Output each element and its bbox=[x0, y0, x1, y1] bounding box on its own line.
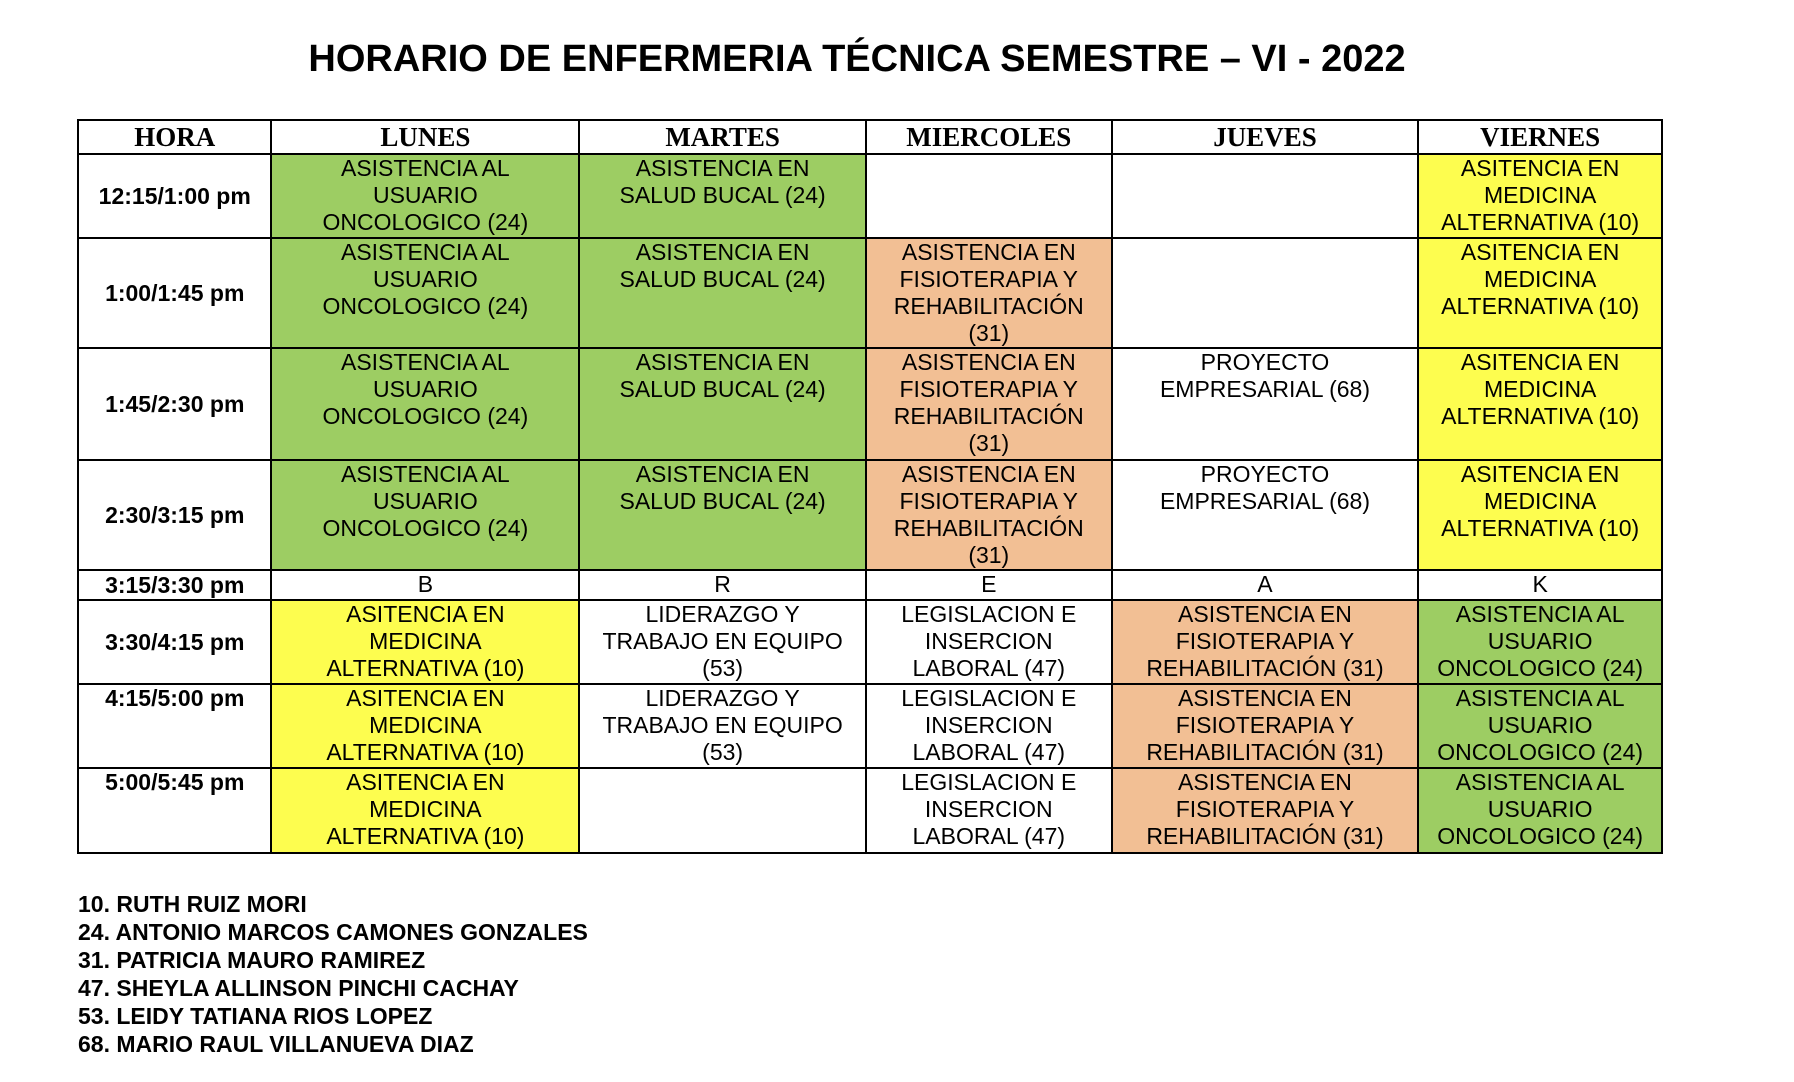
hour-cell: 1:45/2:30 pm bbox=[78, 348, 271, 460]
class-cell-line: ASISTENCIA EN bbox=[901, 239, 1076, 265]
schedule-row bbox=[78, 768, 1662, 853]
class-cell-line: REHABILITACIÓN (31) bbox=[1146, 823, 1384, 849]
class-cell-viernes bbox=[1418, 460, 1662, 570]
class-cell-line: ASISTENCIA AL bbox=[340, 461, 510, 487]
legend-item: 47. SHEYLA ALLINSON PINCHI CACHAY bbox=[78, 975, 519, 1001]
class-cell-lunes bbox=[271, 570, 579, 600]
class-cell-line: ASISTENCIA AL bbox=[340, 349, 510, 375]
class-cell-viernes bbox=[1418, 348, 1662, 460]
class-cell-lunes bbox=[271, 238, 579, 348]
class-cell-line: FISIOTERAPIA Y bbox=[899, 376, 1079, 402]
schedule-row bbox=[78, 238, 1662, 348]
class-cell-line: ALTERNATIVA (10) bbox=[326, 739, 525, 765]
class-cell-jueves bbox=[1112, 768, 1419, 853]
class-cell-martes bbox=[579, 570, 866, 600]
class-cell-line: ASISTENCIA EN bbox=[1178, 685, 1352, 711]
class-cell-line: SALUD BUCAL (24) bbox=[619, 266, 826, 292]
class-cell-line: USUARIO bbox=[372, 266, 478, 292]
schedule-body bbox=[78, 154, 1662, 853]
class-cell-line: LEGISLACION E bbox=[901, 601, 1077, 627]
class-cell-line: A bbox=[1257, 571, 1273, 597]
class-cell-line: TRABAJO EN EQUIPO bbox=[602, 628, 843, 654]
class-cell-line: INSERCION bbox=[924, 796, 1053, 822]
legend-item: 53. LEIDY TATIANA RIOS LOPEZ bbox=[78, 1003, 433, 1029]
class-cell-line: FISIOTERAPIA Y bbox=[899, 266, 1079, 292]
class-cell-line: ASITENCIA EN bbox=[346, 601, 505, 627]
header-martes: MARTES bbox=[579, 120, 866, 154]
class-cell-line: EMPRESARIAL (68) bbox=[1159, 488, 1370, 514]
class-cell-line: MEDICINA bbox=[1483, 376, 1597, 402]
class-cell-miercoles bbox=[866, 684, 1112, 768]
page-title: HORARIO DE ENFERMERIA TÉCNICA SEMESTRE – VI - 2022 bbox=[308, 38, 1406, 80]
class-cell-line: ASISTENCIA AL bbox=[1455, 601, 1625, 627]
legend-item: 10. RUTH RUIZ MORI bbox=[78, 891, 307, 917]
class-cell-line: ASISTENCIA EN bbox=[635, 349, 810, 375]
class-cell-line: REHABILITACIÓN bbox=[893, 403, 1084, 429]
class-cell-line: USUARIO bbox=[1487, 796, 1593, 822]
class-cell-line: INSERCION bbox=[924, 712, 1053, 738]
class-cell-line: MEDICINA bbox=[369, 628, 482, 654]
schedule-table bbox=[77, 119, 1663, 854]
header-miercoles: MIERCOLES bbox=[866, 120, 1112, 154]
class-cell-viernes bbox=[1418, 154, 1662, 238]
class-cell-line: SALUD BUCAL (24) bbox=[619, 376, 826, 402]
class-cell-line: ASISTENCIA EN bbox=[635, 461, 810, 487]
class-cell-line: LABORAL (47) bbox=[912, 655, 1066, 681]
class-cell-line: ASITENCIA EN bbox=[1460, 155, 1620, 181]
class-cell-martes bbox=[579, 460, 866, 570]
class-cell-line: ASISTENCIA AL bbox=[340, 239, 510, 265]
schedule-row bbox=[78, 570, 1662, 600]
class-cell-line: ALTERNATIVA (10) bbox=[1441, 293, 1640, 319]
class-cell-line: SALUD BUCAL (24) bbox=[619, 488, 826, 514]
class-cell-line: MEDICINA bbox=[1483, 488, 1597, 514]
class-cell-line: ALTERNATIVA (10) bbox=[1441, 209, 1640, 235]
schedule-row bbox=[78, 460, 1662, 570]
class-cell-lunes bbox=[271, 460, 579, 570]
class-cell-martes bbox=[579, 768, 866, 853]
class-cell-line: ONCOLOGICO (24) bbox=[1437, 739, 1644, 765]
hour-cell: 3:15/3:30 pm bbox=[78, 570, 271, 600]
class-cell-line: SALUD BUCAL (24) bbox=[619, 182, 826, 208]
class-cell-line: ASITENCIA EN bbox=[346, 685, 505, 711]
class-cell-line: USUARIO bbox=[1487, 628, 1593, 654]
class-cell-line: R bbox=[714, 571, 731, 597]
class-cell-line: ASITENCIA EN bbox=[346, 769, 505, 795]
class-cell-line: REHABILITACIÓN (31) bbox=[1146, 655, 1384, 681]
schedule-row bbox=[78, 684, 1662, 768]
class-cell-line: ALTERNATIVA (10) bbox=[1441, 515, 1640, 541]
class-cell-jueves bbox=[1112, 600, 1419, 684]
class-cell-line: ASISTENCIA AL bbox=[1455, 769, 1625, 795]
class-cell-line: FISIOTERAPIA Y bbox=[1175, 712, 1355, 738]
class-cell-lunes bbox=[271, 154, 579, 238]
class-cell-line: INSERCION bbox=[924, 628, 1053, 654]
class-cell-miercoles bbox=[866, 600, 1112, 684]
class-cell-line: FISIOTERAPIA Y bbox=[1175, 628, 1355, 654]
class-cell-jueves bbox=[1112, 348, 1419, 460]
class-cell-martes bbox=[579, 600, 866, 684]
class-cell-line: ASITENCIA EN bbox=[1460, 349, 1620, 375]
class-cell-line: LABORAL (47) bbox=[912, 823, 1066, 849]
class-cell-line: PROYECTO bbox=[1200, 461, 1330, 487]
class-cell-line: (31) bbox=[968, 430, 1010, 456]
class-cell-martes bbox=[579, 154, 866, 238]
class-cell-line: ONCOLOGICO (24) bbox=[322, 515, 529, 541]
class-cell-line: LEGISLACION E bbox=[901, 685, 1077, 711]
class-cell-line: REHABILITACIÓN (31) bbox=[1146, 739, 1384, 765]
legend-item: 24. ANTONIO MARCOS CAMONES GONZALES bbox=[78, 919, 588, 945]
class-cell-viernes bbox=[1418, 238, 1662, 348]
class-cell-line: FISIOTERAPIA Y bbox=[1175, 796, 1355, 822]
class-cell-line: REHABILITACIÓN bbox=[893, 293, 1084, 319]
hour-cell: 12:15/1:00 pm bbox=[78, 154, 271, 238]
class-cell-line: ASISTENCIA AL bbox=[340, 155, 510, 181]
class-cell-jueves bbox=[1112, 238, 1419, 348]
class-cell-line: ALTERNATIVA (10) bbox=[1441, 403, 1640, 429]
class-cell-viernes bbox=[1418, 768, 1662, 853]
hour-cell: 3:30/4:15 pm bbox=[78, 600, 271, 684]
class-cell-line: ONCOLOGICO (24) bbox=[322, 293, 529, 319]
class-cell-line: ASISTENCIA EN bbox=[901, 461, 1076, 487]
class-cell-lunes bbox=[271, 768, 579, 853]
class-cell-line: PROYECTO bbox=[1200, 349, 1330, 375]
class-cell-line: ONCOLOGICO (24) bbox=[322, 403, 529, 429]
class-cell-line: (31) bbox=[968, 542, 1010, 568]
class-cell-line: LIDERAZGO Y bbox=[645, 685, 800, 711]
class-cell-line: MEDICINA bbox=[369, 796, 482, 822]
class-cell-line: MEDICINA bbox=[1483, 182, 1597, 208]
class-cell-line: USUARIO bbox=[372, 488, 478, 514]
header-jueves: JUEVES bbox=[1112, 120, 1419, 154]
class-cell-line: USUARIO bbox=[372, 376, 478, 402]
class-cell-line: ONCOLOGICO (24) bbox=[322, 209, 529, 235]
class-cell-miercoles bbox=[866, 154, 1112, 238]
class-cell-line: USUARIO bbox=[1487, 712, 1593, 738]
hour-cell: 1:00/1:45 pm bbox=[78, 238, 271, 348]
hour-cell: 2:30/3:15 pm bbox=[78, 460, 271, 570]
class-cell-line: (53) bbox=[702, 739, 744, 765]
class-cell-line: ASISTENCIA EN bbox=[635, 155, 810, 181]
class-cell-lunes bbox=[271, 348, 579, 460]
header-row bbox=[78, 120, 1662, 154]
class-cell-line: ASITENCIA EN bbox=[1460, 461, 1620, 487]
class-cell-viernes bbox=[1418, 570, 1662, 600]
legend-item: 31. PATRICIA MAURO RAMIREZ bbox=[78, 947, 426, 973]
class-cell-line: USUARIO bbox=[372, 182, 478, 208]
class-cell-jueves bbox=[1112, 154, 1419, 238]
class-cell-jueves bbox=[1112, 570, 1419, 600]
class-cell-line: ASISTENCIA EN bbox=[901, 349, 1076, 375]
schedule-row bbox=[78, 154, 1662, 238]
class-cell-line: ASITENCIA EN bbox=[1460, 239, 1620, 265]
class-cell-line: MEDICINA bbox=[369, 712, 482, 738]
schedule-row bbox=[78, 600, 1662, 684]
class-cell-line: ALTERNATIVA (10) bbox=[326, 655, 525, 681]
class-cell-line: LIDERAZGO Y bbox=[645, 601, 800, 627]
class-cell-viernes bbox=[1418, 600, 1662, 684]
header-hora: HORA bbox=[78, 120, 271, 154]
class-cell-line: ASISTENCIA AL bbox=[1455, 685, 1625, 711]
class-cell-line: E bbox=[981, 571, 997, 597]
class-cell-lunes bbox=[271, 684, 579, 768]
class-cell-line: ONCOLOGICO (24) bbox=[1437, 823, 1644, 849]
teacher-legend bbox=[78, 890, 588, 1058]
class-cell-line: REHABILITACIÓN bbox=[893, 515, 1084, 541]
class-cell-line: LABORAL (47) bbox=[912, 739, 1066, 765]
class-cell-line: MEDICINA bbox=[1483, 266, 1597, 292]
class-cell-martes bbox=[579, 238, 866, 348]
class-cell-line: ASISTENCIA EN bbox=[1178, 769, 1352, 795]
class-cell-line: ONCOLOGICO (24) bbox=[1437, 655, 1644, 681]
class-cell-miercoles bbox=[866, 768, 1112, 853]
class-cell-line: (53) bbox=[702, 655, 744, 681]
class-cell-line: ASISTENCIA EN bbox=[635, 239, 810, 265]
class-cell-miercoles bbox=[866, 238, 1112, 348]
class-cell-line: B bbox=[417, 571, 434, 597]
legend-item: 68. MARIO RAUL VILLANUEVA DIAZ bbox=[78, 1031, 474, 1057]
class-cell-line: ALTERNATIVA (10) bbox=[326, 823, 525, 849]
class-cell-miercoles bbox=[866, 348, 1112, 460]
class-cell-line: TRABAJO EN EQUIPO bbox=[602, 712, 843, 738]
class-cell-miercoles bbox=[866, 570, 1112, 600]
class-cell-miercoles bbox=[866, 460, 1112, 570]
class-cell-line: EMPRESARIAL (68) bbox=[1159, 376, 1370, 402]
class-cell-viernes bbox=[1418, 684, 1662, 768]
schedule-row bbox=[78, 348, 1662, 460]
hour-cell: 4:15/5:00 pm bbox=[78, 684, 271, 768]
class-cell-martes bbox=[579, 348, 866, 460]
class-cell-line: (31) bbox=[968, 320, 1010, 346]
class-cell-jueves bbox=[1112, 684, 1419, 768]
header-viernes: VIERNES bbox=[1418, 120, 1662, 154]
class-cell-lunes bbox=[271, 600, 579, 684]
class-cell-line: FISIOTERAPIA Y bbox=[899, 488, 1079, 514]
class-cell-martes bbox=[579, 684, 866, 768]
header-lunes: LUNES bbox=[271, 120, 579, 154]
class-cell-line: K bbox=[1532, 571, 1548, 597]
class-cell-line: LEGISLACION E bbox=[901, 769, 1077, 795]
class-cell-jueves bbox=[1112, 460, 1419, 570]
class-cell-line: ASISTENCIA EN bbox=[1178, 601, 1352, 627]
hour-cell: 5:00/5:45 pm bbox=[78, 768, 271, 853]
